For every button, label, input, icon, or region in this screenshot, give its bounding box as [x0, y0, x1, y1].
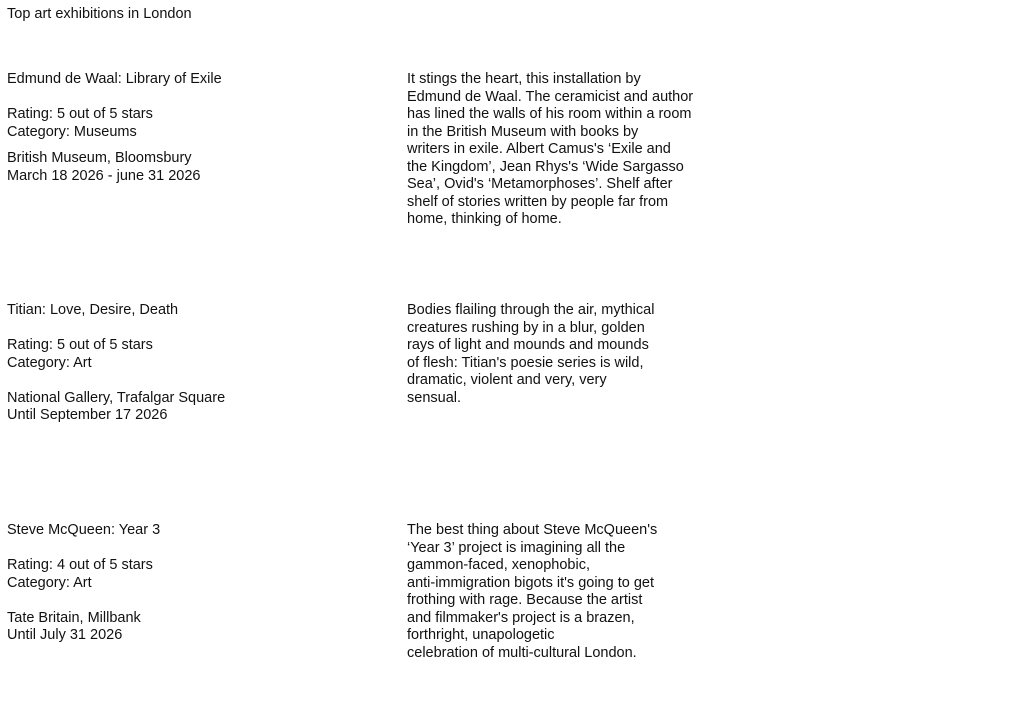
exhibition-dates: Until July 31 2026 — [7, 627, 123, 643]
exhibition-description — [407, 522, 727, 662]
description-line: forthright, unapologetic — [407, 627, 555, 643]
exhibition-dates: Until September 17 2026 — [7, 407, 168, 423]
exhibition-title: Steve McQueen: Year 3 — [7, 522, 161, 538]
description-line: and filmmaker's project is a brazen, — [407, 609, 635, 626]
description-line: Sea’, Ovid's ‘Metamorphoses’. Shelf after — [407, 176, 673, 192]
description-line: shelf of stories written by people far from — [407, 193, 669, 210]
exhibition-title: Edmund de Waal: Library of Exile — [7, 71, 222, 87]
exhibition-meta — [7, 106, 367, 141]
description-line: It stings the heart, this installation by — [407, 71, 641, 87]
description-line: dramatic, violent and very, very — [407, 372, 607, 388]
description-line: Edmund de Waal. The ceramicist and author — [407, 88, 694, 105]
exhibition-description — [407, 302, 727, 407]
exhibition-meta — [7, 337, 367, 372]
exhibition-rating: Rating: 5 out of 5 stars — [7, 337, 153, 353]
exhibition-meta — [7, 557, 367, 592]
exhibition-location — [7, 150, 367, 185]
exhibition-title: Titian: Love, Desire, Death — [7, 302, 179, 318]
description-line: has lined the walls of his room within a room — [407, 106, 692, 122]
description-line: in the British Museum with books by — [407, 123, 639, 140]
exhibition-venue: National Gallery, Trafalgar Square — [7, 389, 226, 406]
description-line: Bodies flailing through the air, mythical — [407, 302, 655, 318]
exhibition-venue: British Museum, Bloomsbury — [7, 150, 192, 166]
exhibition-venue: Tate Britain, Millbank — [7, 609, 141, 626]
exhibition-location — [7, 610, 367, 645]
description-line: creatures rushing by in a blur, golden — [407, 319, 645, 336]
description-line: ‘Year 3’ project is imagining all the — [407, 539, 626, 556]
description-line: gammon-faced, xenophobic, — [407, 557, 590, 573]
description-line: of flesh: Titian's poesie series is wild, — [407, 354, 644, 371]
exhibition-description — [407, 71, 727, 229]
description-line: writers in exile. Albert Camus's ‘Exile and — [407, 141, 671, 157]
exhibition-info — [7, 302, 367, 425]
exhibition-location — [7, 390, 367, 425]
description-line: sensual. — [407, 389, 462, 406]
exhibition-info — [7, 522, 367, 645]
description-line: anti-immigration bigots it's going to get — [407, 574, 654, 591]
description-line: the Kingdom’, Jean Rhys's ‘Wide Sargasso — [407, 158, 684, 175]
exhibition-rating: Rating: 5 out of 5 stars — [7, 106, 153, 122]
exhibition-category: Category: Museums — [7, 123, 137, 140]
description-line: celebration of multi-cultural London. — [407, 644, 637, 661]
page-title: Top art exhibitions in London — [7, 6, 192, 22]
exhibition-info — [7, 71, 367, 185]
exhibition-rating: Rating: 4 out of 5 stars — [7, 557, 153, 573]
exhibition-category: Category: Art — [7, 354, 92, 371]
exhibition-category: Category: Art — [7, 574, 92, 591]
description-line: frothing with rage. Because the artist — [407, 592, 643, 608]
description-line: rays of light and mounds and mounds — [407, 337, 649, 353]
description-line: The best thing about Steve McQueen's — [407, 522, 658, 538]
exhibition-dates: March 18 2026 - june 31 2026 — [7, 167, 201, 184]
description-line: home, thinking of home. — [407, 211, 562, 227]
